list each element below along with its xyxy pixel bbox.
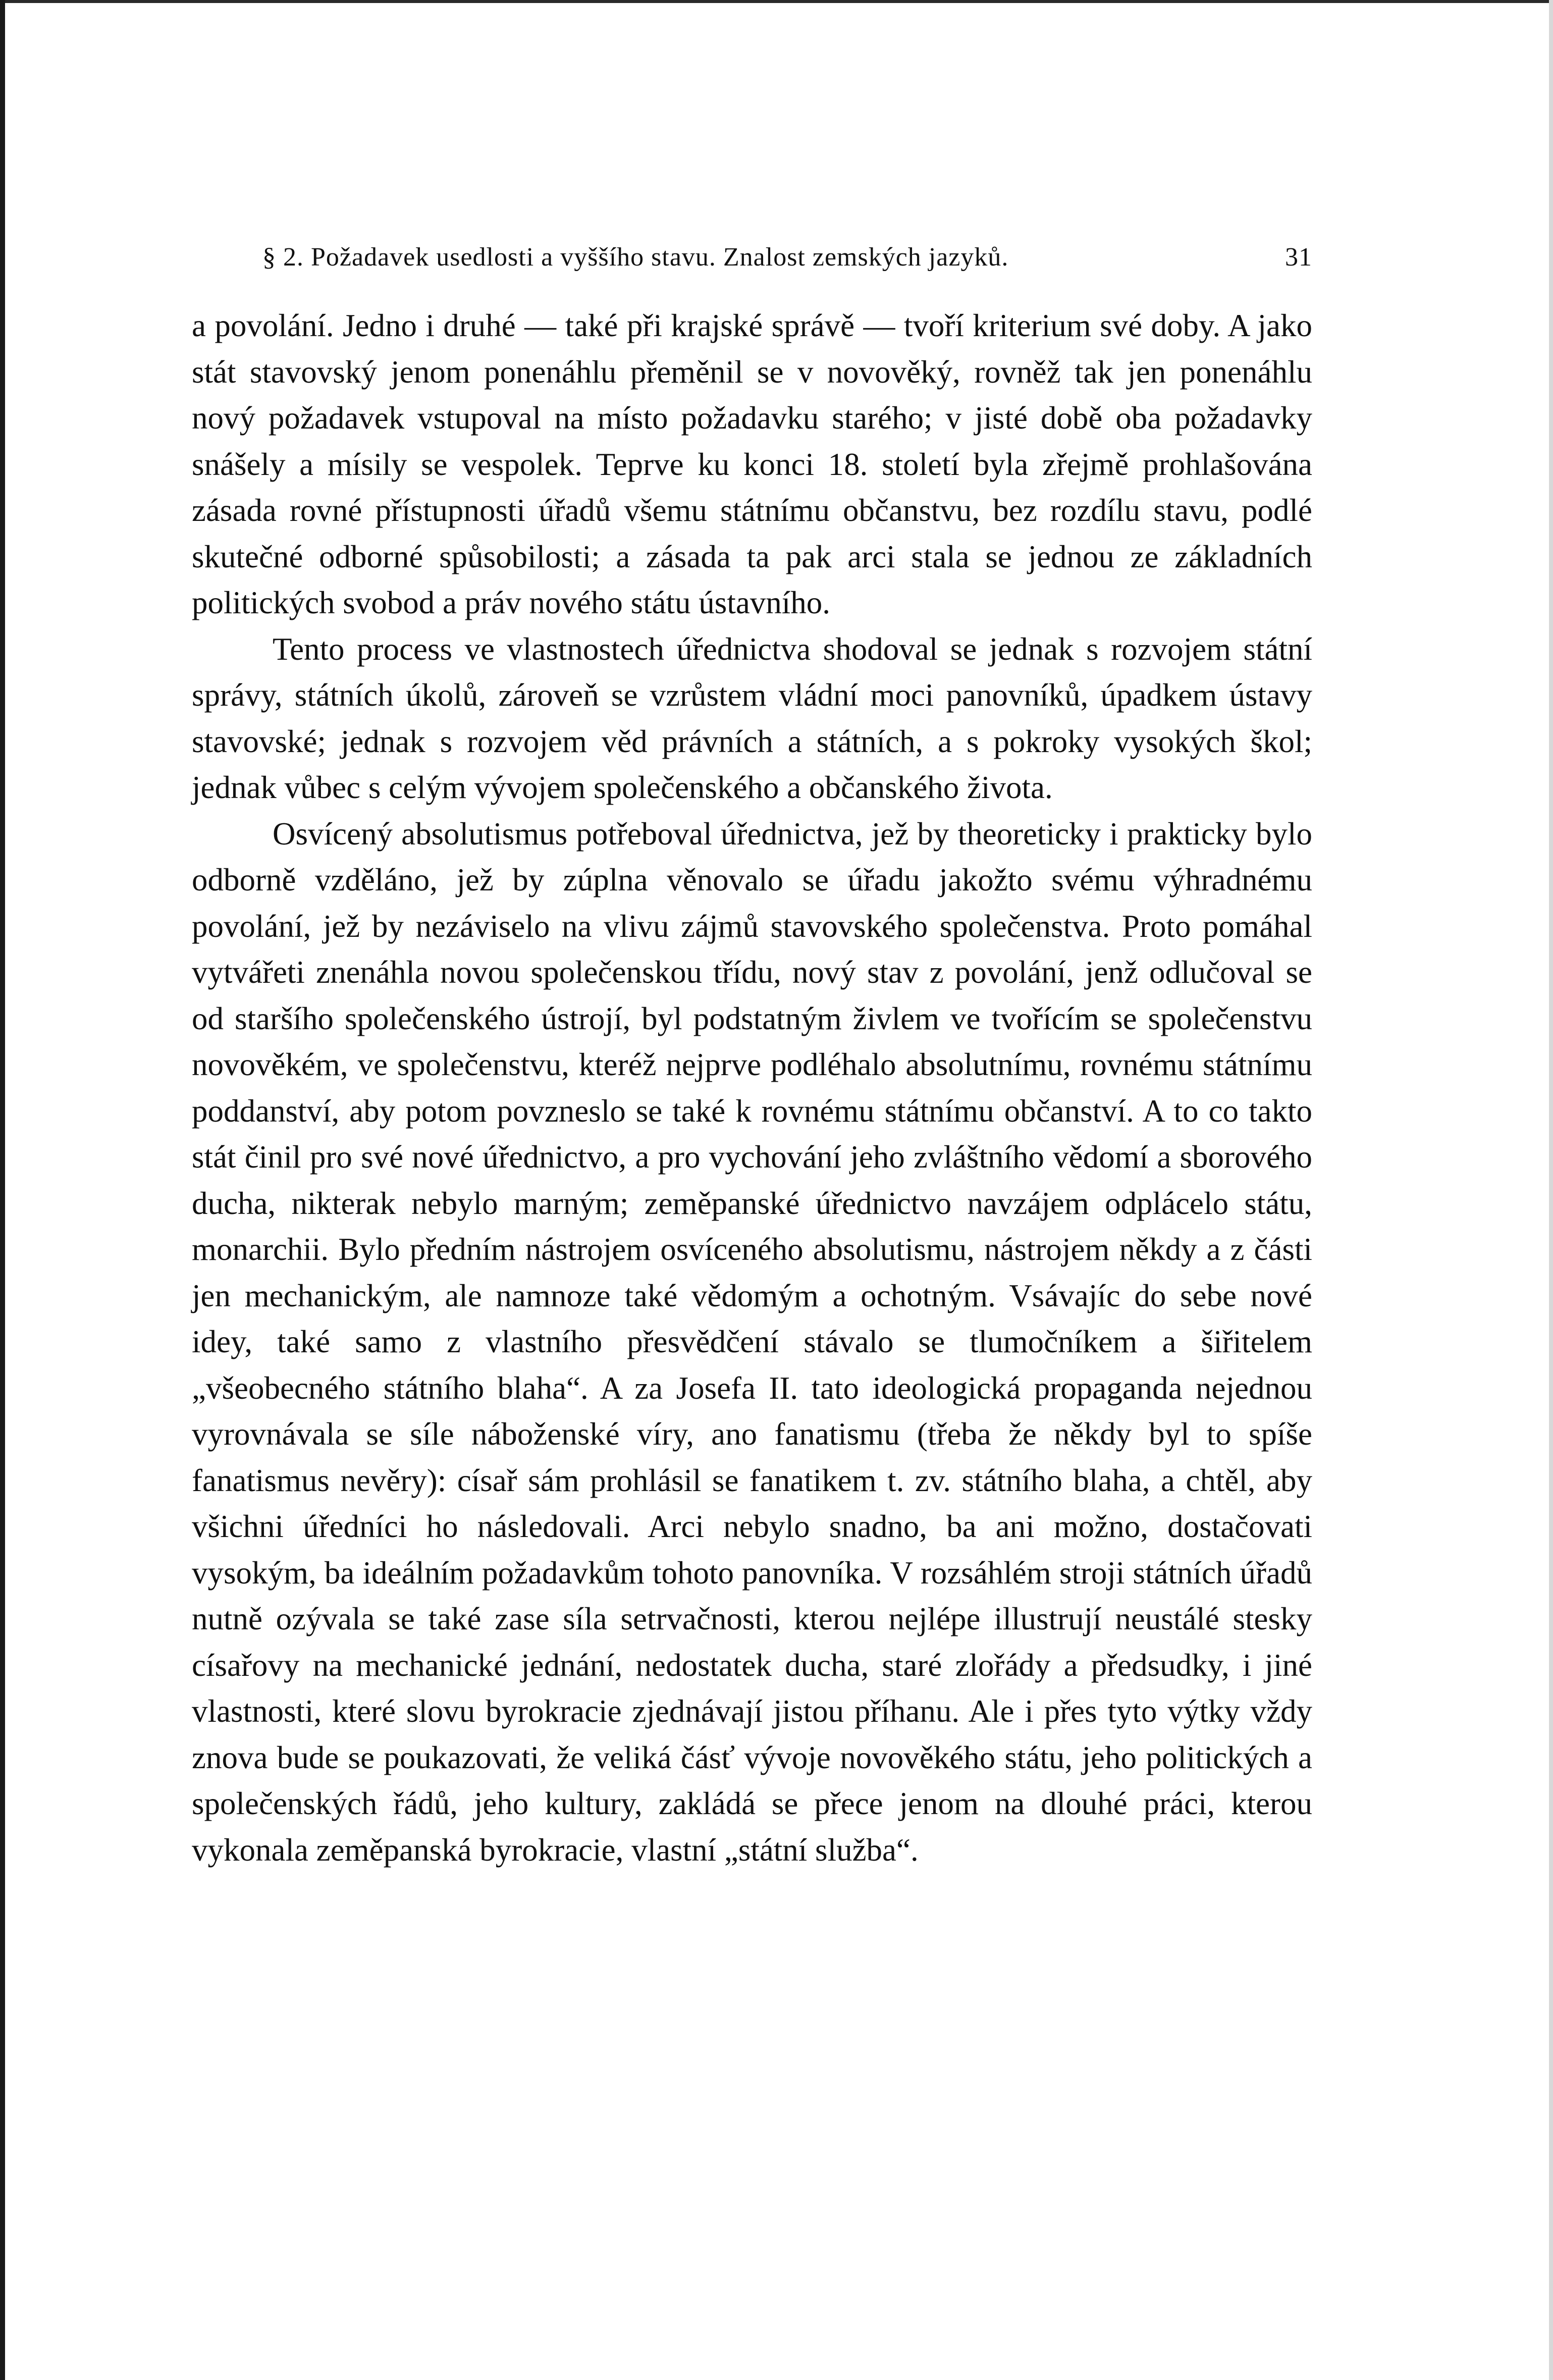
paragraph-2: Tento process ve vlastnostech úřednictva shodoval se jednak s rozvojem státní správy, státních úkolů, zároveň se vzrůstem vládní moci panovníků, úpadkem ústavy stavovské; jednak s rozvojem věd právních a státních, a s pokroky vysokých škol; jednak vůbec s celým vývojem společenského a občanského života. xyxy=(192,631,1312,805)
running-head-title: § 2. Požadavek usedlosti a vyššího stavu. Znalost zemských jazyků. xyxy=(262,243,1009,272)
scan-right-edge xyxy=(1549,0,1553,2380)
scan-top-edge xyxy=(0,0,1553,3)
body-text xyxy=(192,303,1312,1873)
paragraph-1: a povolání. Jedno i druhé — také při krajské správě — tvoří kriterium své doby. A jako stát stavovský jenom ponenáhlu přeměnil se v novověký, rovněž tak jen ponenáhlu nový požadavek vstupoval na místo požadavku starého; v jisté době oba požadavky snášely a mísily se vespolek. Teprve ku konci 18. století byla zřejmě prohlašována zásada rovné přístupnosti úřadů všemu státnímu občanstvu, bez rozdílu stavu, podlé skutečné odborné spůsobilosti; a zásada ta pak arci stala se jednou ze základních politických svobod a práv nového státu ústavního. xyxy=(192,308,1312,620)
page-number: 31 xyxy=(1285,243,1312,272)
scan-binding-edge xyxy=(0,0,5,2380)
running-head xyxy=(192,237,1312,278)
paragraph-3: Osvícený absolutismus potřeboval úřednictva, jež by theoreticky i prakticky bylo odborně vzděláno, jež by zúplna věnovalo se úřadu jakožto svému výhradnému povolání, jež by nezáviselo na vlivu zájmů stavovského společenstva. Proto pomáhal vytvářeti znenáhla novou společenskou třídu, nový stav z povolání, jenž odlučoval se od staršího společenského ústrojí, byl podstatným živlem ve tvořícím se společenstvu novověkém, ve společenstvu, kteréž nejprve podléhalo absolutnímu, rovnému státnímu poddanství, aby potom povzneslo se také k rovnému státnímu občanství. A to co takto stát činil pro své nové úřednictvo, a pro vychování jeho zvláštního vědomí a sborového ducha, nikterak nebylo marným; zeměpanské úřednictvo navzájem odplácelo státu, monarchii. Bylo předním nástrojem osvíceného absolutismu, nástrojem někdy a z části jen mechanickým, ale namnoze také vědomým a ochotným. Vsávajíc do sebe nové idey, také samo z vlastního přesvědčení stávalo se tlumočníkem a šiřitelem „všeobecného státního blaha“. A za Josefa II. tato ideologická propaganda nejednou vyrovnávala se síle náboženské víry, ano fanatismu (třeba že někdy byl to spíše fanatismus nevěry): císař sám prohlásil se fanatikem t. zv. státního blaha, a chtěl, aby všichni úředníci ho následovali. Arci nebylo snadno, ba ani možno, dostačovati vysokým, ba ideálním požadavkům tohoto panovníka. V rozsáhlém stroji státních úřadů nutně ozývala se také zase síla setrvačnosti, kterou nejlépe illustrují neustálé stesky císařovy na mechanické jednání, nedostatek ducha, staré zlořády a předsudky, i jiné vlastnosti, které slovu byrokracie zjednávají jistou příhanu. Ale i přes tyto výtky vždy znova bude se poukazovati, že veliká čásť vývoje novověkého státu, jeho politických a společenských řádů, jeho kultury, zakládá se přece jenom na dlouhé práci, kterou vykonala zeměpanská byrokracie, vlastní „státní služba“. xyxy=(192,816,1312,1868)
